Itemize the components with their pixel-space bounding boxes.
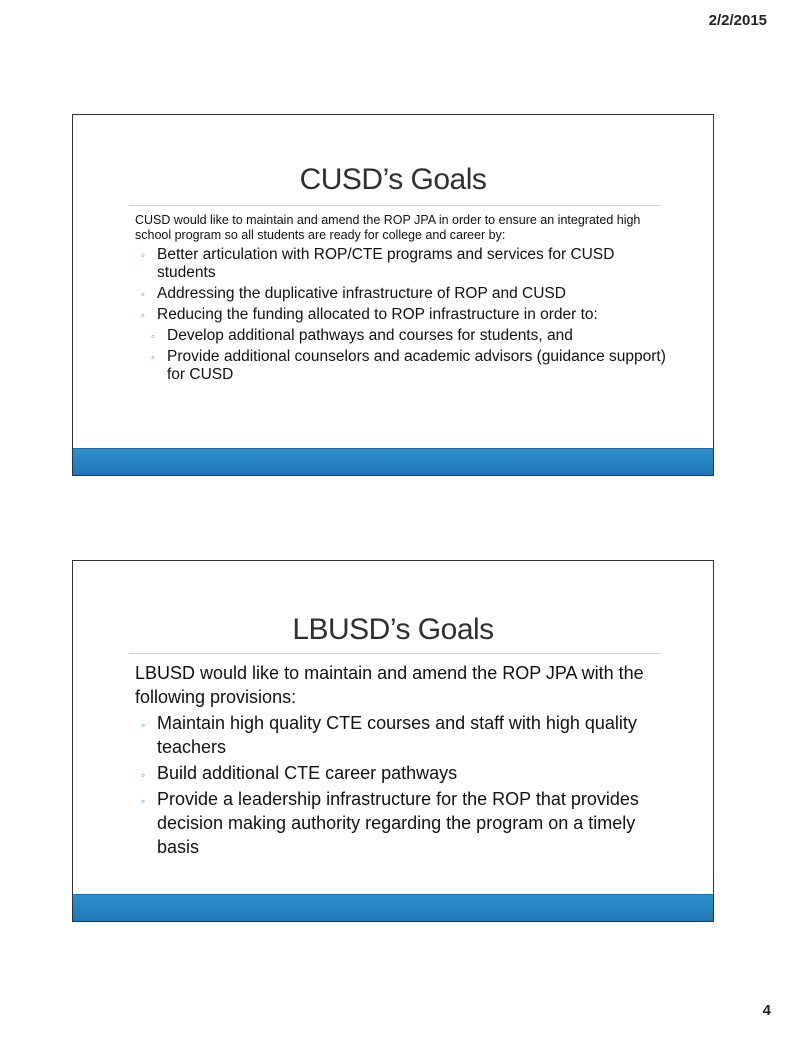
list-item: ◦ Provide a leadership infrastructure for the ROP that provides decision making authority regarding the program on a timely basis (141, 789, 639, 857)
circle-bullet-icon: ◦ (141, 250, 145, 262)
slide-lbusd-goals (72, 560, 714, 922)
slide-title: LBUSD’s Goals (292, 613, 494, 646)
list-item: ◦ Maintain high quality CTE courses and staff with high quality teachers (141, 713, 637, 757)
slide-title: CUSD’s Goals (299, 163, 487, 196)
list-item: ◦ Addressing the duplicative infrastructure of ROP and CUSD (141, 285, 566, 302)
bullet-list (135, 246, 673, 384)
circle-bullet-icon: ◦ (141, 768, 146, 782)
circle-bullet-icon: ◦ (141, 794, 146, 808)
page-number: 4 (762, 1002, 771, 1019)
sub-list-item: ◦ Develop additional pathways and courses for students, and (151, 327, 573, 344)
intro-text: CUSD would like to maintain and amend the ROP JPA in order to ensure an integrated high school program so all students are ready for college and career by: (135, 213, 641, 242)
slide-footer-band (73, 448, 713, 475)
circle-bullet-icon: ◦ (151, 352, 155, 364)
list-item: ◦ Build additional CTE career pathways (141, 761, 673, 785)
slide-body (135, 213, 673, 384)
title-divider (129, 653, 661, 654)
list-item: ◦ Reducing the funding allocated to ROP infrastructure in order to: (141, 306, 598, 323)
page-date: 2/2/2015 (708, 12, 767, 29)
slide-body (135, 661, 673, 859)
title-divider (129, 205, 661, 206)
bullet-list (135, 711, 673, 859)
circle-bullet-icon: ◦ (141, 289, 145, 301)
slide-cusd-goals (72, 114, 714, 476)
list-item: ◦ Better articulation with ROP/CTE programs and services for CUSD students (141, 246, 615, 281)
sub-list-item: ◦ Provide additional counselors and academic advisors (guidance support) for CUSD (151, 348, 666, 383)
circle-bullet-icon: ◦ (151, 331, 155, 343)
intro-text: LBUSD would like to maintain and amend the ROP JPA with the following provisions: (135, 663, 644, 707)
circle-bullet-icon: ◦ (141, 718, 146, 732)
circle-bullet-icon: ◦ (141, 310, 145, 322)
slide-footer-band (73, 894, 713, 921)
